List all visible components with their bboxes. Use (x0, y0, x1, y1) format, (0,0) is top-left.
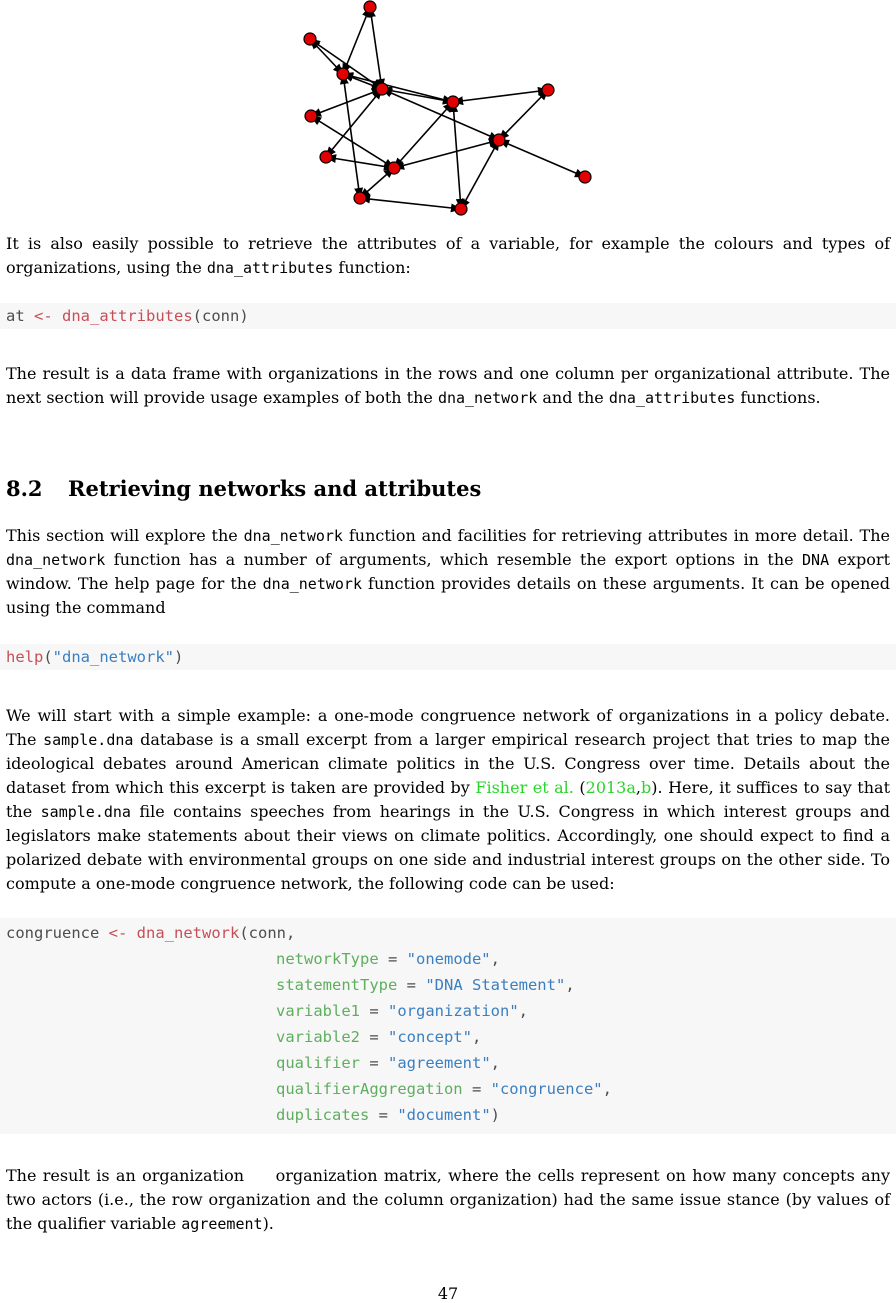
text: ) (651, 778, 658, 797)
code-argument: variable2 (276, 1028, 360, 1046)
inline-code: dna_network (243, 527, 343, 545)
code-block-help (0, 644, 896, 670)
text: This section will explore the (6, 526, 244, 545)
code-token: ( (43, 648, 53, 666)
text: , (635, 778, 641, 797)
section-heading (6, 476, 481, 502)
code-argument: qualifierAggregation (276, 1080, 463, 1098)
code-token: at (6, 307, 34, 325)
code-line (0, 998, 896, 1024)
code-token: ) (490, 1106, 500, 1124)
edge (499, 140, 585, 177)
code-token: , (472, 1028, 482, 1046)
edge (310, 39, 343, 74)
edge (453, 90, 548, 102)
code-token: (conn) (192, 307, 249, 325)
code-string: "onemode" (406, 950, 491, 968)
inline-code: DNA (802, 551, 830, 569)
code-line (0, 1076, 896, 1102)
code-string: "congruence" (490, 1080, 603, 1098)
text: We will start with a simple example: a one-mode congruence network of organizations in a policy debate. The (6, 706, 890, 749)
node (542, 84, 554, 96)
text: file contains speeches from hearings in the U.S. Congress in which interest groups and legislators make statements about their views on climate politics. Accordingly, one should expect to find a polarized debate with environmental groups on one side and industrial interest groups on the other side. To compute a one-mode congruence network, the following code can be used: (6, 802, 890, 893)
text: function provides details on these arguments. It can be opened using the command (6, 574, 890, 617)
section-number: 8.2 (6, 476, 43, 501)
network-edges (310, 7, 585, 209)
code-string: "organization" (388, 1002, 519, 1020)
text: It is also easily possible to retrieve the attributes of a variable, for example the colours and types of organizations, using the (6, 234, 890, 277)
code-block-congruence (0, 918, 896, 1134)
node (455, 203, 467, 215)
node (388, 162, 400, 174)
code-token: = (462, 1080, 491, 1098)
code-string: "document" (397, 1106, 491, 1124)
edge (394, 102, 453, 168)
text: ( (573, 778, 586, 797)
code-token: = (360, 1054, 388, 1072)
inline-code: sample.dna (43, 731, 134, 749)
code-token: , (490, 1054, 500, 1072)
code-token: = (369, 1106, 398, 1124)
citation-year-link[interactable]: b (641, 778, 652, 797)
inline-code: dna_network (262, 575, 362, 593)
code-argument: duplicates (276, 1106, 370, 1124)
code-token: = (397, 976, 426, 994)
code-argument: statementType (276, 976, 398, 994)
text: The result is an organization organization matrix, where the cells represent on how many concepts any two actors (i.e., the row organization and the column organization) had the same issue stance (by values of the qualifier variable (6, 1166, 896, 1233)
code-function: dna_network (136, 924, 240, 942)
code-line (0, 644, 896, 670)
node (447, 96, 459, 108)
citation-author-link[interactable]: Fisher et al. (475, 778, 574, 797)
node (579, 171, 591, 183)
paragraph-attributes-intro (6, 232, 890, 280)
code-line (0, 1050, 896, 1076)
inline-code: sample.dna (40, 803, 131, 821)
text: function and facilities for retrieving attributes in more detail. The (342, 526, 890, 545)
node (304, 33, 316, 45)
code-argument: networkType (276, 950, 379, 968)
paragraph-result-matrix (6, 1164, 896, 1236)
node (337, 68, 349, 80)
node (493, 134, 505, 146)
node (364, 1, 376, 13)
code-string: "agreement" (388, 1054, 491, 1072)
edge (461, 140, 499, 209)
section-title: Retrieving networks and attributes (68, 476, 482, 501)
inline-code: dna_attributes (206, 259, 334, 277)
node (376, 83, 388, 95)
code-token: ) (174, 648, 184, 666)
code-block-attributes (0, 303, 896, 329)
code-string: "dna_network" (52, 648, 174, 666)
text: export window. The help page for the (6, 550, 890, 593)
code-token: (conn, (239, 924, 296, 942)
code-token: = (378, 950, 407, 968)
text: function has a number of arguments, which resemble the export options in the (105, 550, 803, 569)
node (354, 192, 366, 204)
edge (453, 102, 461, 209)
code-line (0, 303, 896, 329)
inline-code: dna_network (6, 551, 106, 569)
edge (343, 74, 360, 198)
code-line (0, 946, 896, 972)
code-token: , (490, 950, 500, 968)
code-token: = (360, 1028, 388, 1046)
code-token: , (602, 1080, 612, 1098)
text: functions. (735, 388, 821, 407)
code-token: = (360, 1002, 388, 1020)
paragraph-simple-example (6, 704, 890, 896)
code-operator: <- (108, 924, 128, 942)
code-line (0, 920, 896, 946)
node (305, 110, 317, 122)
network-figure (298, 0, 598, 218)
inline-code: dna_attributes (608, 389, 736, 407)
code-line (0, 972, 896, 998)
text: ). (262, 1214, 274, 1233)
page-number: 47 (437, 1284, 459, 1303)
code-function: help (6, 648, 44, 666)
code-token: , (565, 976, 575, 994)
edge (394, 140, 499, 168)
code-argument: variable1 (276, 1002, 360, 1020)
inline-code: agreement (181, 1215, 263, 1233)
code-line (0, 1102, 896, 1128)
code-line (0, 1024, 896, 1050)
edge (382, 89, 453, 102)
code-token: congruence (6, 924, 109, 942)
edge (370, 7, 382, 89)
code-token: , (518, 1002, 528, 1020)
edge (382, 89, 499, 140)
paragraph-dna-network-intro (6, 524, 890, 620)
code-function: dna_attributes (62, 307, 193, 325)
paragraph-result-data-frame (6, 362, 890, 410)
network-graph (298, 0, 598, 218)
code-argument: qualifier (276, 1054, 360, 1072)
code-string: "concept" (388, 1028, 472, 1046)
edge (360, 198, 461, 209)
text: function: (333, 258, 411, 277)
code-string: "DNA Statement" (425, 976, 566, 994)
text: The result is a data frame with organizations in the rows and one column per organizational attribute. The next section will provide usage examples of both the (6, 364, 890, 407)
text: database is a small excerpt from a larger empirical research project that tries to map the ideological debates around American climate politics in the U.S. Congress over time. Details about the dataset from which this excerpt is taken are provided by (6, 730, 891, 797)
code-operator: <- (34, 307, 53, 325)
text: . Here, it suffices to say that the (6, 778, 891, 821)
edge (360, 168, 394, 198)
text: and the (537, 388, 609, 407)
edge (499, 90, 548, 140)
citation-year-link[interactable]: 2013a (585, 778, 636, 797)
inline-code: dna_network (437, 389, 538, 407)
node (320, 151, 332, 163)
